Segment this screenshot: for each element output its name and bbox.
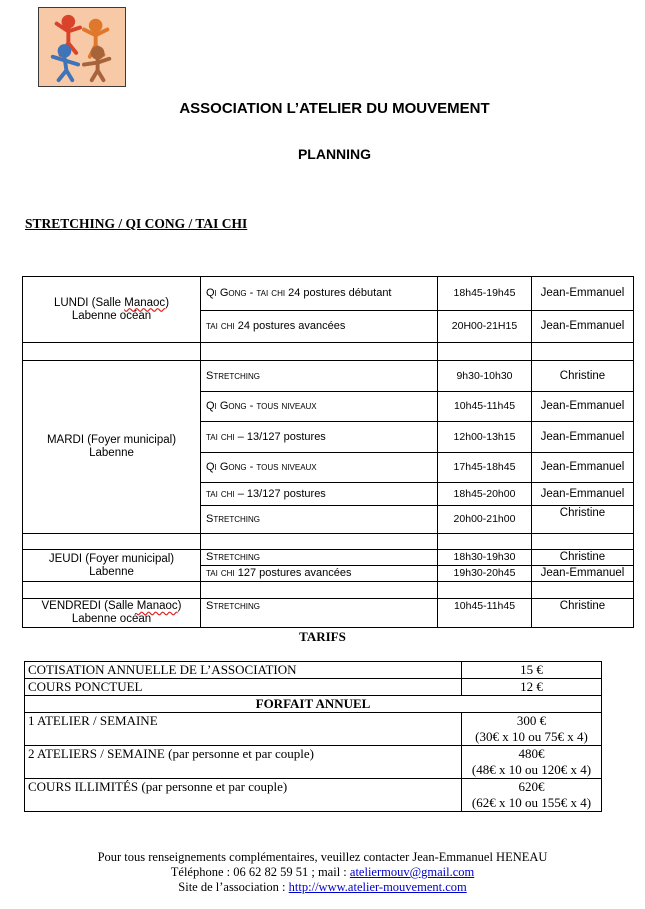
day-place: Labenne océan bbox=[71, 613, 152, 625]
teacher-cell: Jean-Emmanuel bbox=[532, 277, 634, 311]
day-place: Labenne bbox=[89, 565, 134, 578]
day-label: MARDI (Foyer municipal) bbox=[46, 434, 177, 446]
tarif-detail: (48€ x 10 ou 120€ x 4) bbox=[471, 762, 592, 777]
time-cell: 9h30-10h30 bbox=[438, 361, 532, 392]
schedule-table bbox=[22, 276, 634, 628]
footer-phone: Téléphone : 06 62 82 59 51 ; mail : bbox=[170, 865, 350, 879]
course-detail: 127 postures avancées bbox=[234, 567, 352, 579]
course-name: Stretching bbox=[206, 513, 261, 525]
course-cell bbox=[201, 311, 438, 343]
tarif-price: 300 € bbox=[516, 713, 547, 728]
course-cell bbox=[201, 566, 438, 582]
tarif-label: COTISATION ANNUELLE DE L’ASSOCIATION bbox=[25, 662, 462, 679]
teacher-cell: Jean-Emmanuel bbox=[532, 483, 634, 506]
course-detail: 24 postures débutant bbox=[285, 287, 392, 299]
course-detail: – 13/127 postures bbox=[234, 487, 326, 500]
tarifs-table bbox=[24, 661, 602, 812]
day-place: Labenne bbox=[89, 447, 134, 459]
course-cell bbox=[201, 277, 438, 311]
tarif-label: 2 ATELIERS / SEMAINE (par personne et par couple) bbox=[25, 746, 462, 779]
footer-site-line bbox=[0, 880, 645, 895]
spacer-row bbox=[23, 343, 634, 361]
course-cell bbox=[201, 506, 438, 534]
day-label: VENDREDI (Salle bbox=[41, 600, 137, 612]
day-cell-jeudi bbox=[23, 550, 201, 582]
day-close: ) bbox=[165, 296, 170, 309]
table-row bbox=[25, 696, 602, 713]
course-cell bbox=[201, 550, 438, 566]
tarif-label: COURS PONCTUEL bbox=[25, 679, 462, 696]
time-cell: 18h45-20h00 bbox=[438, 483, 532, 506]
table-row bbox=[23, 550, 634, 566]
course-name: Stretching bbox=[206, 600, 261, 612]
table-row bbox=[25, 746, 602, 779]
time-cell: 10h45-11h45 bbox=[438, 392, 532, 422]
teacher-cell: Jean-Emmanuel bbox=[532, 422, 634, 453]
dancers-logo-icon bbox=[39, 8, 125, 86]
association-title: ASSOCIATION L’ATELIER DU MOUVEMENT bbox=[179, 100, 490, 117]
table-row bbox=[25, 679, 602, 696]
teacher-cell: Christine bbox=[532, 361, 634, 392]
day-label: LUNDI (Salle bbox=[53, 296, 125, 309]
spacer-row bbox=[23, 534, 634, 550]
teacher-cell: Jean-Emmanuel bbox=[532, 311, 634, 343]
tarif-detail: (62€ x 10 ou 155€ x 4) bbox=[471, 795, 592, 810]
day-cell-vendredi bbox=[23, 599, 201, 628]
tarif-price-cell bbox=[462, 779, 602, 812]
course-name: tai chi bbox=[206, 320, 235, 332]
day-venue: Manaoc bbox=[136, 600, 178, 612]
course-cell bbox=[201, 453, 438, 483]
association-logo bbox=[38, 7, 126, 87]
tarif-detail: (30€ x 10 ou 75€ x 4) bbox=[475, 729, 588, 744]
tarif-price-cell bbox=[462, 713, 602, 746]
tarif-label: COURS ILLIMITÉS (par personne et par couple) bbox=[25, 779, 462, 812]
course-detail: – 13/127 postures bbox=[234, 430, 326, 443]
time-cell: 10h45-11h45 bbox=[438, 599, 532, 628]
course-cell bbox=[201, 599, 438, 628]
time-cell: 20h00-21h00 bbox=[438, 506, 532, 534]
table-row bbox=[23, 277, 634, 311]
tarif-price: 15 € bbox=[462, 662, 602, 679]
footer-contact: Pour tous renseignements complémentaires, veuillez contacter Jean-Emmanuel HENEAU bbox=[97, 850, 548, 864]
course-cell bbox=[201, 422, 438, 453]
tarif-label: 1 ATELIER / SEMAINE bbox=[25, 713, 462, 746]
time-cell: 18h30-19h30 bbox=[438, 550, 532, 566]
day-label: JEUDI (Foyer municipal) bbox=[48, 552, 175, 565]
day-close: ) bbox=[177, 600, 182, 612]
planning-title: PLANNING bbox=[297, 146, 372, 162]
spacer-row bbox=[23, 582, 634, 599]
tarif-price: 620€ bbox=[518, 779, 545, 794]
day-cell-lundi bbox=[23, 277, 201, 343]
day-venue: Manaoc bbox=[124, 296, 166, 309]
table-row bbox=[23, 599, 634, 628]
time-cell: 18h45-19h45 bbox=[438, 277, 532, 311]
day-place: Labenne océan bbox=[71, 309, 152, 322]
section-title: STRETCHING / QI CONG / TAI CHI bbox=[25, 216, 248, 231]
time-cell: 12h00-13h15 bbox=[438, 422, 532, 453]
site-link[interactable]: http://www.atelier-mouvement.com bbox=[288, 880, 467, 894]
tarifs-title: TARIFS bbox=[299, 629, 346, 644]
time-cell: 20H00-21H15 bbox=[438, 311, 532, 343]
teacher-cell: Jean-Emmanuel bbox=[532, 453, 634, 483]
course-detail: 24 postures avancées bbox=[234, 320, 346, 332]
teacher-cell: Jean-Emmanuel bbox=[532, 392, 634, 422]
teacher-cell: Christine bbox=[532, 506, 634, 534]
teacher-cell: Jean-Emmanuel bbox=[532, 566, 634, 582]
course-name: Qi Gong - tous niveaux bbox=[206, 400, 317, 412]
course-name: Stretching bbox=[206, 369, 261, 382]
teacher-cell: Christine bbox=[532, 550, 634, 566]
course-cell bbox=[201, 392, 438, 422]
tarif-price: 12 € bbox=[462, 679, 602, 696]
day-cell-mardi bbox=[23, 361, 201, 534]
course-name: Stretching bbox=[206, 551, 261, 563]
table-row bbox=[25, 662, 602, 679]
footer-site-label: Site de l’association : bbox=[178, 880, 289, 894]
course-cell bbox=[201, 361, 438, 392]
tarif-price: 480€ bbox=[518, 746, 545, 761]
table-row bbox=[23, 361, 634, 392]
table-row bbox=[25, 713, 602, 746]
time-cell: 19h30-20h45 bbox=[438, 566, 532, 582]
forfait-title: FORFAIT ANNUEL bbox=[25, 696, 602, 713]
course-name: tai chi bbox=[206, 487, 235, 500]
course-name: Qi Gong - tai chi bbox=[206, 287, 286, 299]
footer-phone-line bbox=[0, 865, 645, 880]
tarif-price-cell bbox=[462, 746, 602, 779]
table-row bbox=[25, 779, 602, 812]
footer bbox=[0, 850, 645, 895]
teacher-cell: Christine bbox=[532, 599, 634, 628]
course-cell bbox=[201, 483, 438, 506]
course-name: Qi Gong - tous niveaux bbox=[206, 461, 317, 473]
course-name: tai chi bbox=[206, 430, 235, 443]
course-name: tai chi bbox=[206, 567, 235, 579]
time-cell: 17h45-18h45 bbox=[438, 453, 532, 483]
email-link[interactable]: ateliermouv@gmail.com bbox=[349, 865, 475, 879]
